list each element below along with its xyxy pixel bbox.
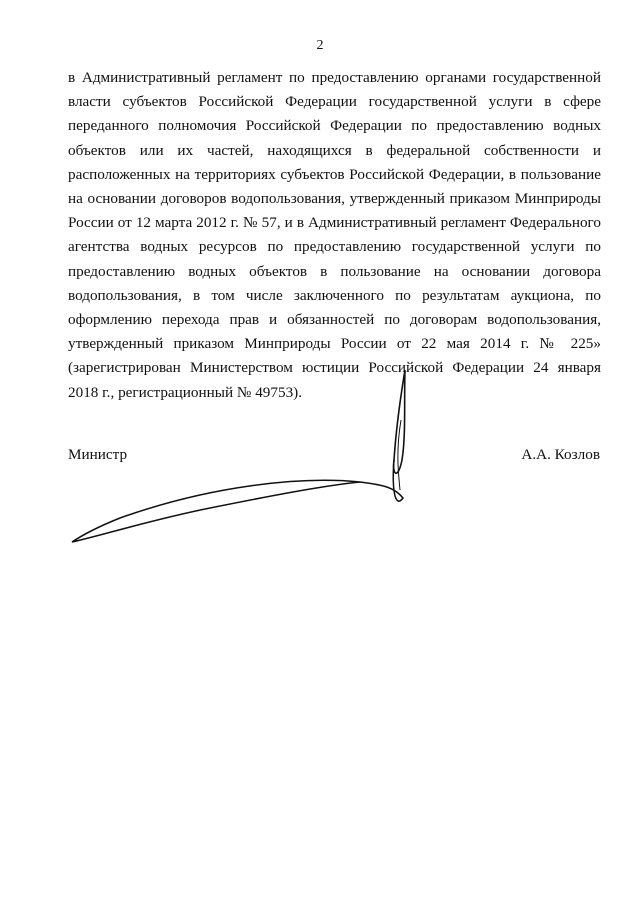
signatory-name: А.А. Козлов bbox=[521, 446, 600, 463]
signatory-title: Министр bbox=[68, 446, 128, 463]
page-number: 2 bbox=[316, 38, 324, 53]
body-paragraph: в Административный регламент по предоставлению органами государственной власти субъектов Российской Федерации государственной услуги в сфере переданного полномочия Российской Федерации по предоставлению водных объектов или их частей, находящихся в федеральной собственности и расположенных на территориях субъектов Российской Федерации, в пользование на основании договоров водопользования, утвержденный приказом Минприроды России от 12 марта 2012 г. № 57, и в Административный регламент Федерального агентства водных ресурсов по предоставлению государственной услуги по предоставлению водных объектов в пользование на основании договора водопользования, в том числе заключенного по результатам аукциона, по оформлению перехода прав и обязанностей по договорам водопользования, утвержденный приказом Минприроды России от 22 мая 2014 г. № 225» (зарегистрирован Министерством юстиции Российской Федерации 24 января 2018 г., регистрационный № 49753). bbox=[68, 69, 601, 401]
